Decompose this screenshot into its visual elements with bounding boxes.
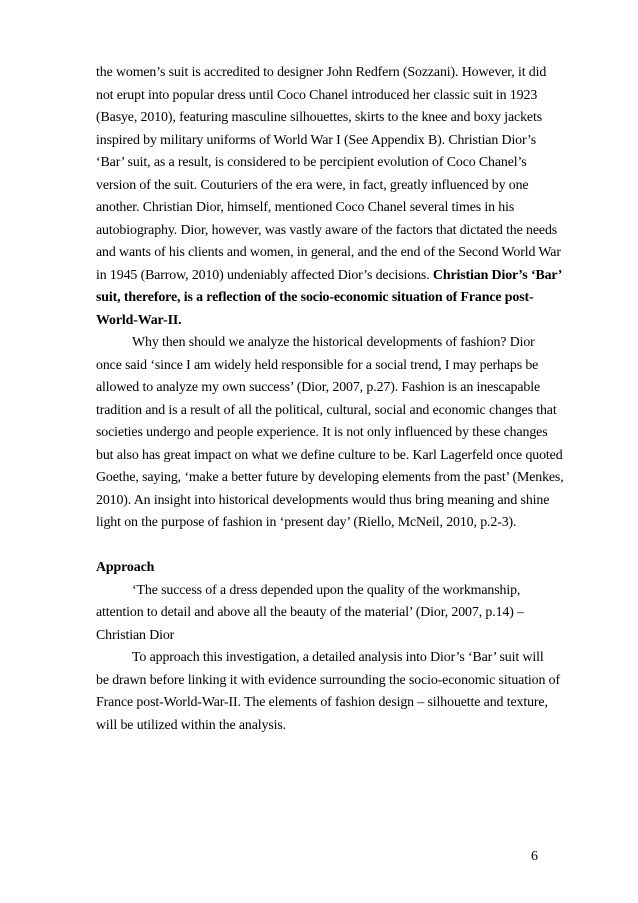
body-line-17: societies undergo and people experience. It is not only influenced by these changes [96,425,548,440]
thesis-statement-line-3: World-War-II. [96,312,182,328]
body-line-9: and wants of his clients and women, in general, and the end of the Second World War [96,245,561,260]
approach-line-6: France post-World-War-II. The elements of fashion design – silhouette and texture, [96,695,548,710]
body-line-6: version of the suit. Couturiers of the era were, in fact, greatly influenced by one [96,177,529,193]
approach-quote-attribution: Christian Dior [96,627,175,643]
body-line-20: 2010). An insight into historical developments would thus bring meaning and shine [96,492,550,508]
body-line-4: inspired by military uniforms of World War I (See Appendix B). Christian Dior’s [96,132,537,148]
body-line-21: light on the purpose of fashion in ‘present day’ (Riello, McNeil, 2010, p.2-3). [96,515,517,530]
approach-line-7: will be utilized within the analysis. [96,717,286,733]
body-line-18: but also has great impact on what we define culture to be. Karl Lagerfeld once quoted [96,447,563,463]
approach-line-5: be drawn before linking it with evidence surrounding the socio-economic situation of [96,672,561,688]
body-line-10-regular: in 1945 (Barrow, 2010) undeniably affected Dior’s decisions. [96,267,433,283]
approach-quote-line-1: ‘The success of a dress depended upon the quality of the workmanship, [132,582,521,598]
approach-quote-line-2: attention to detail and above all the beauty of the material’ (Dior, 2007, p.14) – [96,605,524,620]
body-line-16: tradition and is a result of all the political, cultural, social and economic changes that [96,402,557,418]
body-line-14: once said ‘since I am widely held responsible for a social trend, I may perhaps be [96,357,539,373]
body-line-19: Goethe, saying, ‘make a better future by developing elements from the past’ (Menkes, [96,470,564,485]
approach-heading: Approach [96,560,155,575]
body-line-8: autobiography. Dior, however, was vastly aware of the factors that dictated the needs [96,222,558,238]
thesis-statement-line-2: suit, therefore, is a reflection of the socio-economic situation of France post- [96,290,534,305]
body-line-5: ‘Bar’ suit, as a result, is considered to be percipient evolution of Coco Chanel’s [96,155,527,170]
body-line-13: Why then should we analyze the historical developments of fashion? Dior [132,335,535,350]
approach-line-4: To approach this investigation, a detailed analysis into Dior’s ‘Bar’ suit will [132,650,544,665]
body-line-1: the women’s suit is accredited to designer John Redfern (Sozzani). However, it did [96,65,547,80]
body-line-15: allowed to analyze my own success’ (Dior, 2007, p.27). Fashion is an inescapable [96,380,541,395]
body-line-2: not erupt into popular dress until Coco Chanel introduced her classic suit in 1923 [96,87,538,103]
thesis-statement-start: Christian Dior’s ‘Bar’ [432,267,563,283]
body-line-7: another. Christian Dior, himself, mentioned Coco Chanel several times in his [96,200,515,215]
page-number: 6 [531,849,538,864]
body-line-10 [96,267,562,285]
body-line-3: (Basye, 2010), featuring masculine silhouettes, skirts to the knee and boxy jackets [96,110,543,125]
